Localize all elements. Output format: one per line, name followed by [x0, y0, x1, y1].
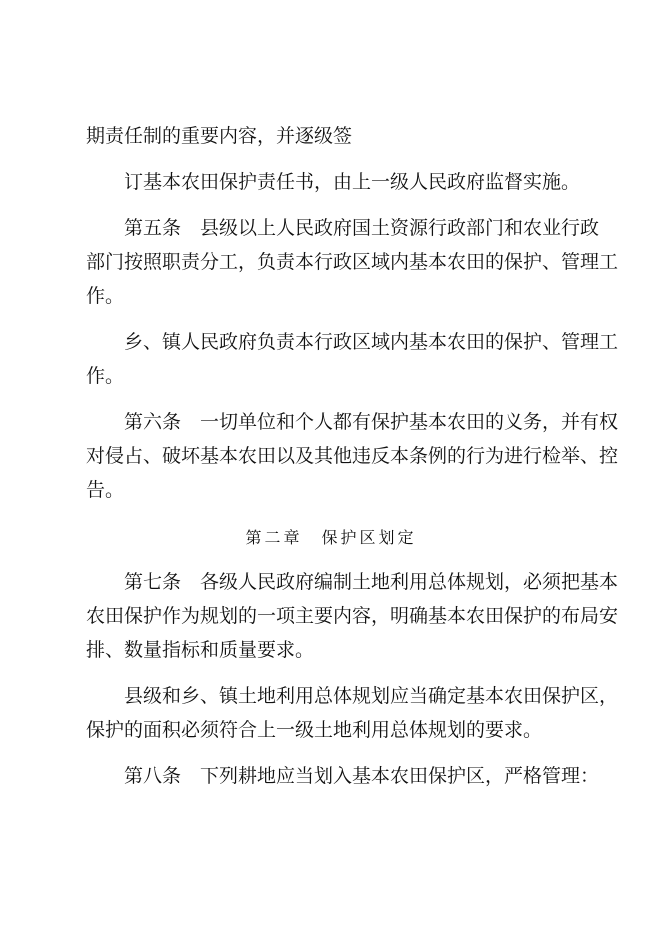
- chapter-heading: 第二章 保护区划定: [245, 528, 417, 547]
- article-5-line-3: 作。: [86, 285, 125, 307]
- article-7-line-1: 第七条 各级人民政府编制土地利用总体规划，必须把基本: [124, 571, 619, 593]
- article-6-line-3: 告。: [86, 479, 125, 501]
- article-7-line-2: 农田保护作为规划的一项主要内容，明确基本农田保护的布局安: [86, 605, 619, 627]
- article-5-line-1: 第五条 县级以上人民政府国土资源行政部门和农业行政: [124, 217, 600, 239]
- paragraph-line-4: 保护的面积必须符合上一级土地利用总体规划的要求。: [86, 719, 543, 741]
- paragraph-line-3: 县级和乡、镇土地利用总体规划应当确定基本农田保护区，: [124, 685, 619, 707]
- paragraph-line-1: 乡、镇人民政府负责本行政区域内基本农田的保护、管理工: [124, 331, 619, 353]
- article-8-line-1: 第八条 下列耕地应当划入基本农田保护区，严格管理：: [124, 765, 600, 787]
- text-line-2: 订基本农田保护责任书，由上一级人民政府监督实施。: [124, 171, 581, 193]
- paragraph-line-2: 作。: [86, 365, 125, 387]
- article-6-line-1: 第六条 一切单位和个人都有保护基本农田的义务，并有权: [124, 411, 619, 433]
- article-6-line-2: 对侵占、破坏基本农田以及其他违反本条例的行为进行检举、控: [86, 445, 619, 467]
- article-5-line-2: 部门按照职责分工，负责本行政区域内基本农田的保护、管理工: [86, 251, 619, 273]
- text-line-1: 期责任制的重要内容，并逐级签: [86, 125, 353, 147]
- article-7-line-3: 排、数量指标和质量要求。: [86, 639, 315, 661]
